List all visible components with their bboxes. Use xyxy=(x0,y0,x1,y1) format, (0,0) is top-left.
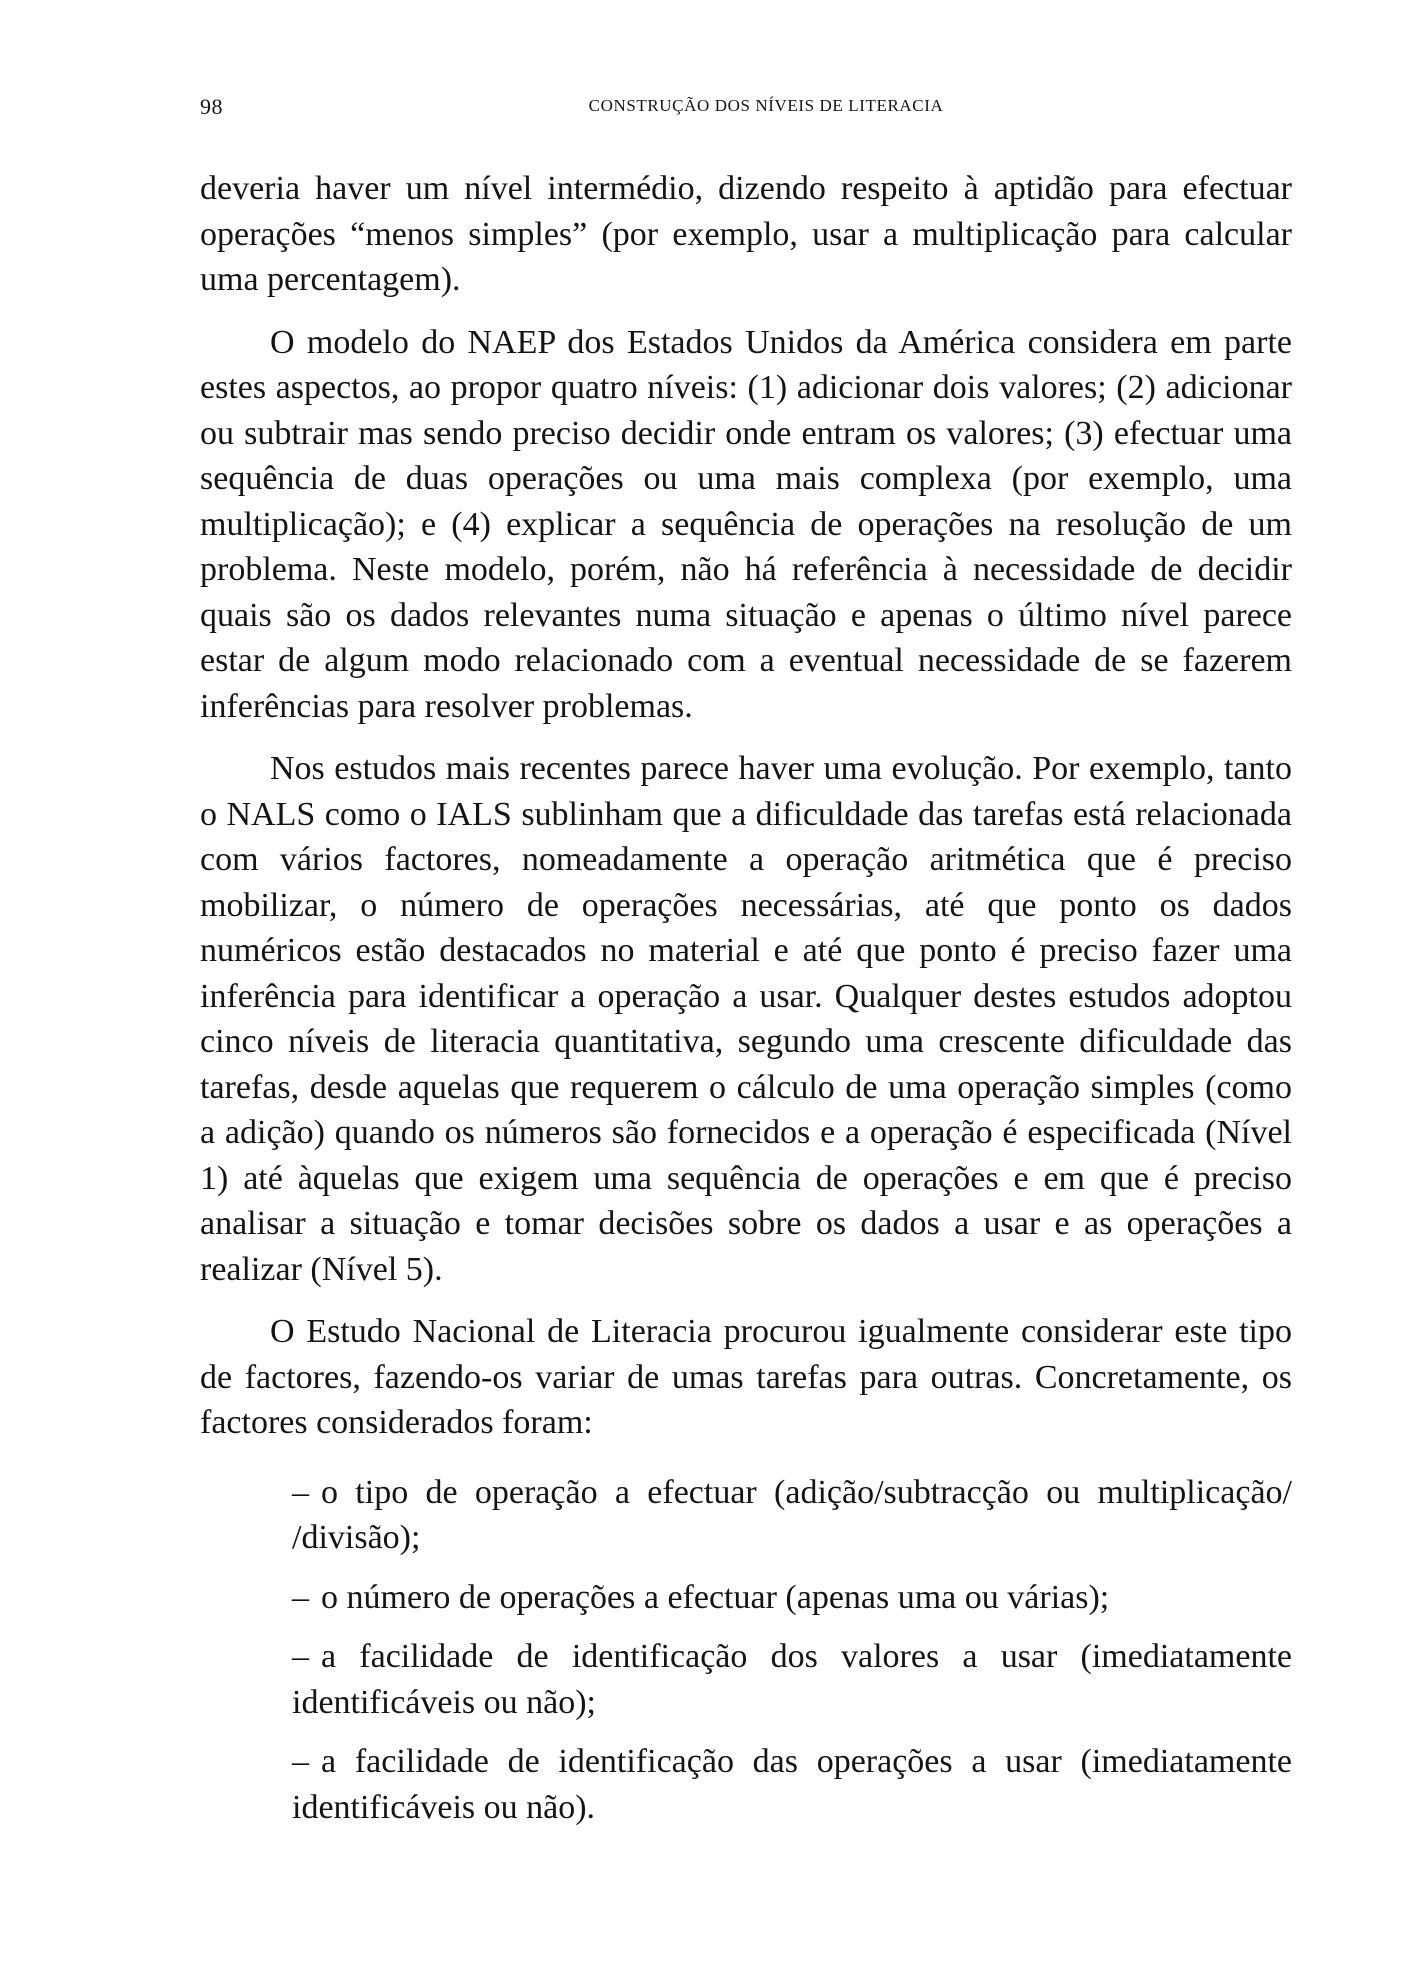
paragraph-recent-studies: Nos estudos mais recentes parece haver uma evolução. Por exemplo, tanto o NALS como o IALS sublinham que a dificuldade das tarefas está relacionada com vários factores, nomeadamente a operação aritmética que é preciso mobilizar, o número de operações necessárias, até que ponto os dados numéricos estão destacados no material e até que ponto é preciso fazer uma inferência para identificar a operação a usar. Qualquer destes estudos adoptou cinco níveis de literacia quantitativa, segundo uma crescente dificuldade das tarefas, desde aquelas que requerem o cálculo de uma operação simples (como a adição) quando os números são fornecidos e a operação é especificada (Nível 1) até àquelas que exigem uma sequência de operações e em que é preciso analisar a situação e tomar decisões sobre os dados a usar e as operações a realizar (Nível 5). xyxy=(200,750,1292,1288)
dash-marker: – xyxy=(292,1638,309,1675)
paragraph-national-study: O Estudo Nacional de Literacia procurou igualmente considerar este tipo de factores, fazendo-os variar de umas tarefas para outras. Concretamente, os factores considerados foram: xyxy=(200,1313,1292,1441)
body-text xyxy=(200,166,1292,1844)
page-number: 98 xyxy=(200,94,223,119)
running-head xyxy=(200,94,1292,124)
list-item-text: a facilidade de identificação dos valores a usar (imediatamente identificáveis ou não); xyxy=(292,1638,1292,1721)
dash-marker: – xyxy=(292,1578,309,1616)
dash-marker: – xyxy=(292,1473,309,1511)
list-item-text: o tipo de operação a efectuar (adição/subtracção ou multiplicação/ /divisão); xyxy=(292,1473,1292,1556)
list-item-text: o número de operações a efectuar (apenas uma ou várias); xyxy=(321,1578,1110,1616)
factors-list xyxy=(200,1470,1292,1831)
paragraph-continuation: deveria haver um nível intermédio, dizendo respeito à aptidão para efectuar operações “menos simples” (por exemplo, usar a multiplicação para calcular uma percentagem). xyxy=(200,170,1292,298)
running-title: CONSTRUÇÃO DOS NÍVEIS DE LITERACIA xyxy=(588,96,944,115)
list-item-text: a facilidade de identificação das operações a usar (imediatamente identificáveis ou não). xyxy=(292,1743,1292,1826)
list-item xyxy=(292,1634,1292,1725)
paragraph-naep-model: O modelo do NAEP dos Estados Unidos da América considera em parte estes aspectos, ao propor quatro níveis: (1) adicionar dois valores; (2) adicionar ou subtrair mas sendo preciso decidir onde entram os valores; (3) efectuar uma sequência de duas operações ou uma mais complexa (por exemplo, uma multiplicação); e (4) explicar a sequência de operações na resolução de um problema. Neste modelo, porém, não há referência à necessidade de decidir quais são os dados relevantes numa situação e apenas o último nível parece estar de algum modo relacionado com a eventual necessidade de se fazerem inferências para resolver problemas. xyxy=(200,323,1292,725)
list-item xyxy=(292,1575,1292,1621)
dash-marker: – xyxy=(292,1743,309,1780)
list-item xyxy=(292,1470,1292,1561)
list-item xyxy=(292,1739,1292,1830)
